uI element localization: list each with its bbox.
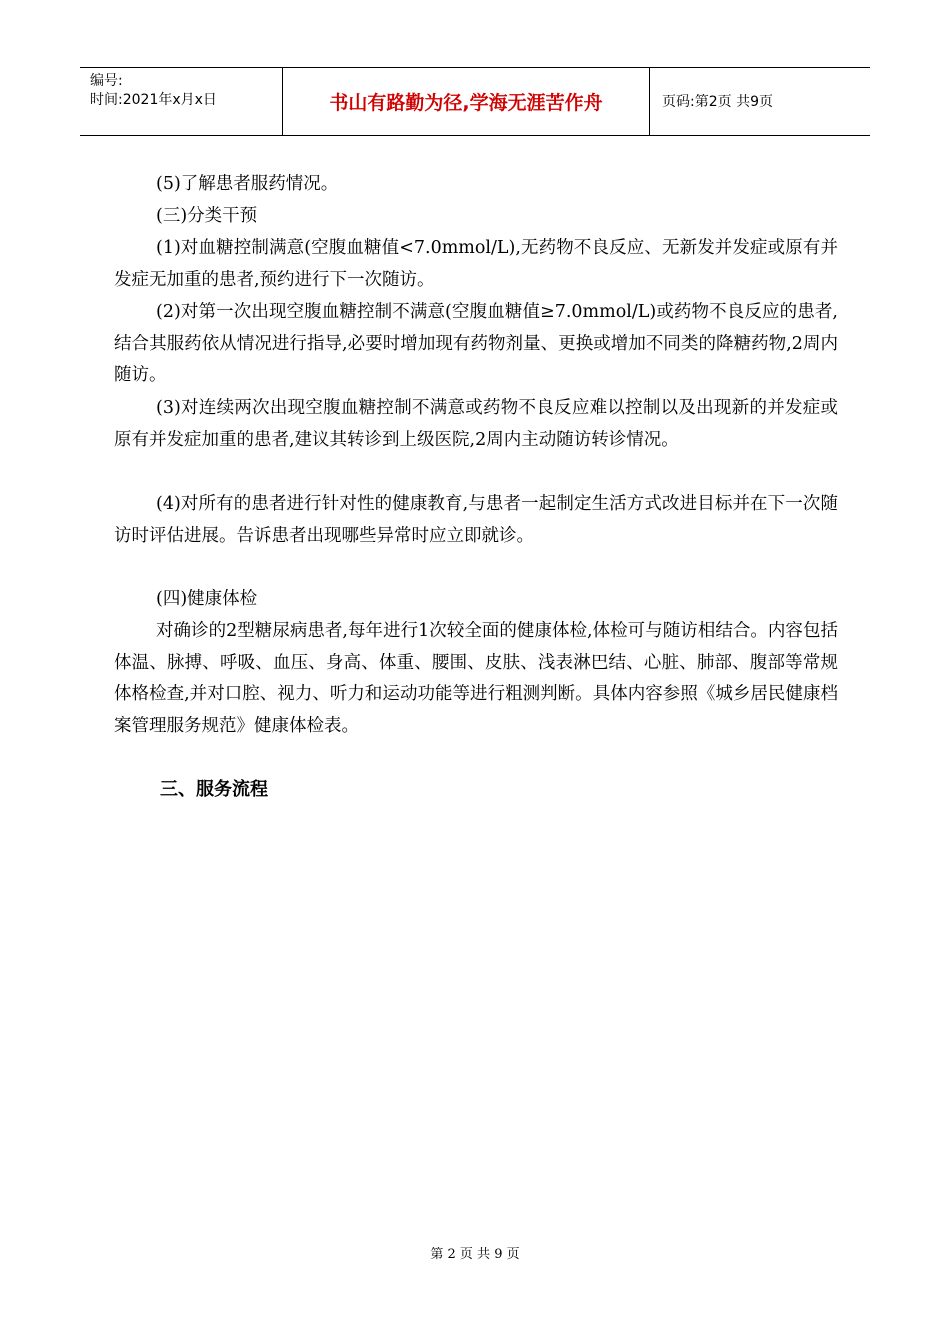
paragraph-health-checkup: 对确诊的2型糖尿病患者,每年进行1次较全面的健康体检,体检可与随访相结合。内容包括体温、脉搏、呼吸、血压、身高、体重、腰围、皮肤、浅表淋巴结、心脏、肺部、腹部等常规体格检查,并对口腔、视力、听力和运动功能等进行粗测判断。具体内容参照《城乡居民健康档案管理服务规范》健康体检表。 (114, 621, 838, 736)
paragraph-intervention-4: (4)对所有的患者进行针对性的健康教育,与患者一起制定生活方式改进目标并在下一次随访时评估进展。告诉患者出现哪些异常时应立即就诊。 (114, 494, 838, 546)
section-heading-service-process: 三、服务流程 (160, 779, 268, 800)
subheading-health-checkup: (四)健康体检 (156, 589, 258, 609)
subheading-classified-intervention: (三)分类干预 (156, 206, 258, 226)
paragraph-intervention-3: (3)对连续两次出现空腹血糖控制不满意或药物不良反应难以控制以及出现新的并发症或原有并发症加重的患者,建议其转诊到上级医院,2周内主动随访转诊情况。 (114, 398, 838, 450)
page-header (80, 67, 870, 136)
header-motto-cell (283, 68, 650, 135)
paragraph-intervention-2: (2)对第一次出现空腹血糖控制不满意(空腹血糖值≥7.0mmol/L)或药物不良反应的患者,结合其服药依从情况进行指导,必要时增加现有药物剂量、更换或增加不同类的降糖药物,2周内随访。 (114, 302, 838, 385)
paragraph-intervention-1: (1)对血糖控制满意(空腹血糖值<7.0mmol/L),无药物不良反应、无新发并发症或原有并发症无加重的患者,预约进行下一次随访。 (114, 238, 838, 290)
document-date: 时间:2021年x月x日 (90, 92, 217, 108)
document-number-label: 编号: (90, 73, 123, 89)
header-meta-cell (80, 68, 283, 135)
paragraph-medication: (5)了解患者服药情况。 (156, 174, 339, 194)
header-page-cell (650, 68, 870, 135)
header-motto: 书山有路勤为径,学海无涯苦作舟 (329, 92, 603, 114)
header-page-info: 页码:第2页 共9页 (662, 94, 773, 110)
page-footer: 第 2 页 共 9 页 (430, 1247, 520, 1262)
